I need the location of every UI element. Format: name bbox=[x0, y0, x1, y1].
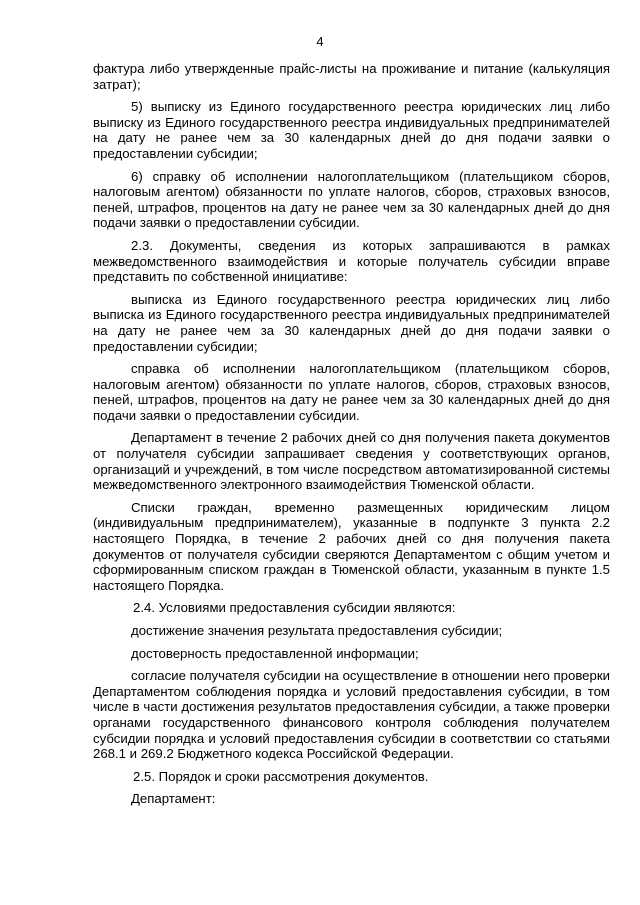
paragraph-extract: выписка из Единого государственного реестра юридических лиц либо выписка из Единого государственного реестра индивидуальных предпринимателей на дату не ранее чем за 30 календарных дней до дня подачи заявки о предоставлении субсидии; bbox=[93, 291, 610, 354]
paragraph-section-2-3: 2.3. Документы, сведения из которых запрашиваются в рамках межведомственного взаимодействия и которые получатель субсидии вправе представить по собственной инициативе: bbox=[93, 237, 610, 285]
paragraph-certificate: справка об исполнении налогоплательщиком (плательщиком сборов, налоговым агентом) обязанности по уплате налогов, сборов, страховых взносов, пеней, штрафов, процентов на дату не ранее чем за 30 календарных дней до дня подачи заявки о предоставлении субсидии. bbox=[93, 361, 610, 423]
paragraph-item-6: 6) справку об исполнении налогоплательщиком (плательщиком сборов, налоговым агентом) обязанности по уплате налогов, сборов, страховых взносов, пеней, штрафов, процентов на дату не ранее чем за 30 календарных дней до дня подачи заявки о предоставлении субсидии. bbox=[93, 168, 610, 231]
paragraph-section-2-4: 2.4. Условиями предоставления субсидии являются: bbox=[133, 600, 456, 616]
paragraph-section-2-5: 2.5. Порядок и сроки рассмотрения документов. bbox=[133, 768, 429, 784]
paragraph-continuation: фактура либо утвержденные прайс-листы на проживание и питание (калькуляция затрат); bbox=[93, 61, 610, 92]
paragraph-condition-result: достижение значения результата предоставления субсидии; bbox=[131, 623, 503, 638]
paragraph-item-5: 5) выписку из Единого государственного реестра юридических лиц либо выписку из Единого государственного реестра индивидуальных предпринимателей на дату не ранее чем за 30 календарных дней до дня подачи заявки о предоставлении субсидии; bbox=[93, 99, 610, 161]
page-number: 4 bbox=[316, 34, 324, 49]
document-body bbox=[93, 61, 610, 814]
paragraph-department: Департамент: bbox=[131, 791, 216, 807]
paragraph-department-request: Департамент в течение 2 рабочих дней со дня получения пакета документов от получателя субсидии запрашивает сведения у соответствующих органов, организаций и учреждений, в том числе посредством автоматизированной системы межведомственного электронного взаимодействия Тюменской области. bbox=[93, 430, 610, 493]
paragraph-condition-accuracy: достоверность предоставленной информации; bbox=[131, 645, 419, 661]
paragraph-citizen-lists: Списки граждан, временно размещенных юридическим лицом (индивидуальным предпринимателем), указанные в подпункте 3 пункта 2.2 настоящего Порядка, в течение 2 рабочих дней со дня получения пакета документов от получателя субсидии сверяются Департаментом с общим учетом и сформированным списком граждан в Тюменской области, указанным в пункте 1.5 настоящего Порядка. bbox=[93, 499, 610, 593]
paragraph-condition-consent: согласие получателя субсидии на осуществление в отношении него проверки Департаментом соблюдения порядка и условий предоставления субсидии, в том числе в части достижения результатов предоставления субсидии, а также проверки органами государственного финансового контроля соблюдения получателем субсидии порядка и условий предоставления субсидии в соответствии со статьями 268.1 и 269.2 Бюджетного кодекса Российской Федерации. bbox=[93, 668, 610, 762]
